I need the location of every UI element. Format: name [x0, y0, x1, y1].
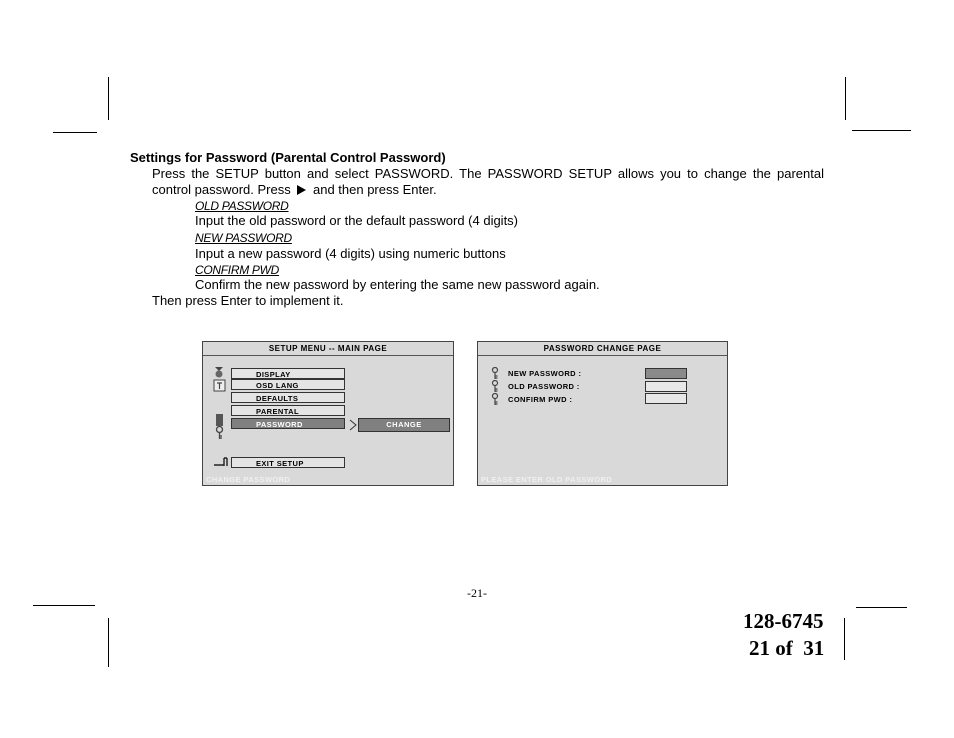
crop-mark [108, 77, 109, 120]
page-of-total: 21 of 31 [749, 636, 825, 660]
menu-item-defaults[interactable]: DEFAULTS [231, 392, 345, 403]
key-icon [491, 367, 499, 380]
new-password-label: NEW PASSWORD : [508, 369, 582, 378]
menu-item-display[interactable]: DISPLAY [231, 368, 345, 379]
desc-new-password: Input a new password (4 digits) using numeric buttons [195, 246, 506, 261]
password-change-screen [477, 341, 728, 486]
password-screen-title: PASSWORD CHANGE PAGE [478, 342, 727, 356]
term-new-password: NEW PASSWORD [195, 231, 292, 245]
intro-text-end: and then press Enter. [312, 182, 437, 197]
intro-paragraph [152, 166, 824, 198]
crop-mark [844, 618, 845, 660]
term-old-password: OLD PASSWORD [195, 199, 289, 213]
old-password-field[interactable] [645, 381, 687, 392]
confirm-pwd-field[interactable] [645, 393, 687, 404]
crop-mark [53, 132, 97, 133]
exit-icon [213, 456, 231, 467]
menu-item-password[interactable]: PASSWORD [231, 418, 345, 429]
submenu-arrow-icon [349, 419, 357, 431]
password-status-text: PLEASE ENTER OLD PASSWORD [481, 475, 613, 484]
right-arrow-icon [297, 185, 306, 195]
language-icon [213, 379, 226, 392]
intro-text: Press the SETUP button and select PASSWORD. The PASSWORD SETUP allows you to change the parental control password. Press [152, 166, 824, 197]
document-number: 128-6745 [743, 609, 824, 633]
crop-mark [33, 605, 95, 606]
crop-mark [108, 618, 109, 667]
crop-mark [856, 607, 907, 608]
crop-mark [845, 77, 846, 120]
setup-status-text: CHANGE PASSWORD [206, 475, 291, 484]
closing-text: Then press Enter to implement it. [152, 293, 344, 308]
page-number: -21- [467, 586, 487, 600]
key-icon [491, 393, 499, 406]
section-heading: Settings for Password (Parental Control Password) [130, 150, 446, 165]
old-password-label: OLD PASSWORD : [508, 382, 580, 391]
key-icon [215, 426, 224, 440]
parental-icon [215, 414, 224, 426]
menu-item-osd-lang[interactable]: OSD LANG [231, 379, 345, 390]
setup-menu-screen [202, 341, 454, 486]
crop-mark [852, 130, 911, 131]
setup-screen-title: SETUP MENU -- MAIN PAGE [203, 342, 453, 356]
term-confirm-pwd: CONFIRM PWD [195, 263, 280, 277]
key-icon [491, 380, 499, 393]
display-icon [213, 366, 225, 378]
exit-setup-button[interactable]: EXIT SETUP [231, 457, 345, 468]
desc-old-password: Input the old password or the default password (4 digits) [195, 213, 519, 228]
change-button[interactable]: CHANGE [358, 418, 450, 432]
confirm-pwd-label: CONFIRM PWD : [508, 395, 573, 404]
menu-item-parental[interactable]: PARENTAL [231, 405, 345, 416]
desc-confirm-pwd: Confirm the new password by entering the same new password again. [195, 277, 600, 292]
new-password-field[interactable] [645, 368, 687, 379]
